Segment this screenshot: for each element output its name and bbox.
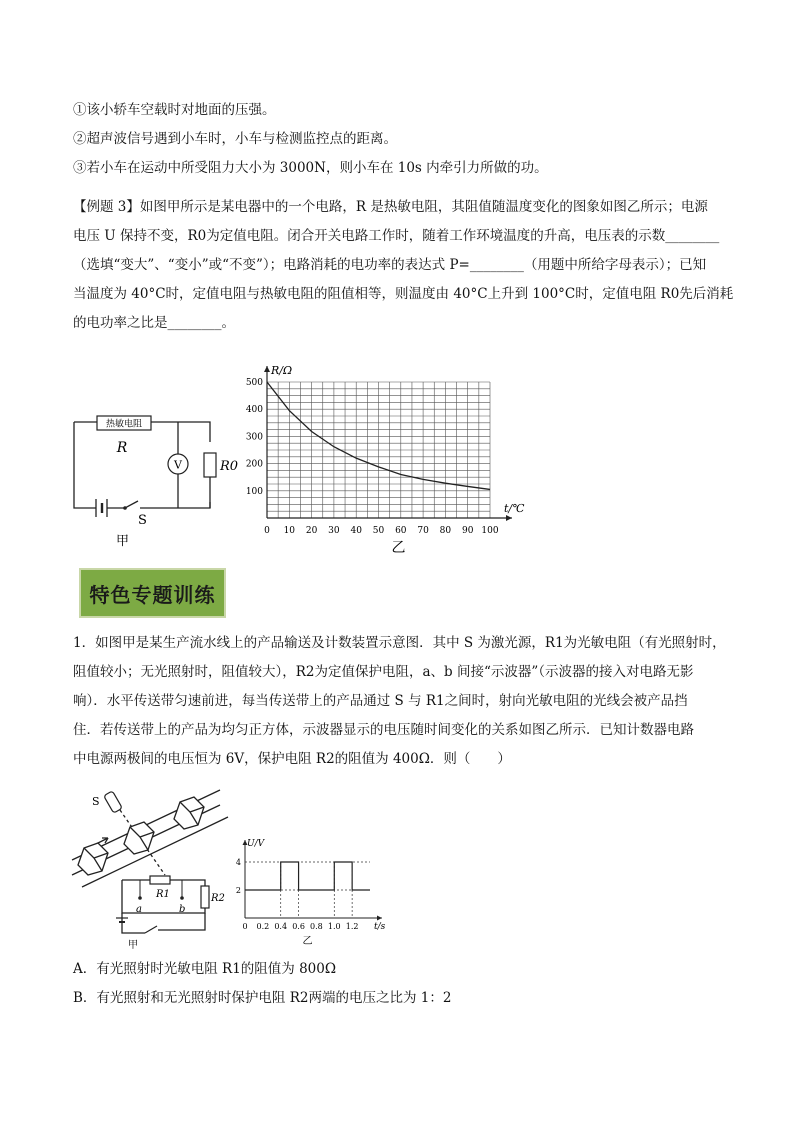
q1-line: 住．若传送带上的产品为均匀正方体，示波器显示的电压随时间变化的关系如图乙所示．已知计数器电路 [73, 722, 694, 738]
x-tick-label: 0.2 [256, 922, 270, 931]
y-tick-label: 500 [245, 378, 263, 388]
example-3-line: 当温度为 40°C时，定值电阻与热敏电阻的阻值相等，则温度由 40°C上升到 100°C时，定值电阻 R0先后消耗 [73, 286, 734, 302]
voltage-time-chart [230, 830, 390, 950]
conveyor-diagram [70, 785, 230, 950]
q1-line: 中电源两极间的电压恒为 6V，保护电阻 R2的阻值为 400Ω．则（ ） [73, 751, 511, 767]
x-tick-label: 10 [283, 526, 296, 536]
laser-source-icon [104, 791, 123, 813]
product-cube-icon [174, 797, 204, 829]
y-tick-label: 4 [235, 858, 241, 867]
x-tick-label: 80 [439, 526, 452, 536]
x-axis-arrow [506, 515, 512, 521]
example-3-line: 的电功率之比是________。 [73, 315, 235, 331]
x-tick-label: 1.2 [345, 922, 359, 931]
r1-resistor [150, 876, 170, 884]
x-tick-label: 0 [264, 526, 270, 536]
r-label: R [116, 440, 128, 456]
y-axis-label: R/Ω [271, 364, 293, 377]
x-axis-label: t/℃ [504, 502, 525, 515]
b-terminal-label: b [179, 904, 186, 915]
switch-label: S [138, 513, 147, 528]
x-tick-label: 0 [242, 922, 248, 931]
r2-resistor [201, 886, 209, 908]
q1-line: 阻值较小；无光照射时，阻值较大），R2为定值保护电阻，a、b 间接“示波器”（示波器的接入对电路无影 [73, 664, 694, 680]
y-tick-label: 400 [245, 405, 263, 416]
q1-line: 响）．水平传送带匀速前进，每当传送带上的产品通过 S 与 R1之间时，射向光敏电阻的光线会被产品挡 [73, 693, 688, 709]
voltmeter-label: V [174, 458, 182, 472]
y-tick-label: 300 [245, 432, 263, 443]
circuit-diagram-jia [60, 405, 239, 550]
x-tick-label: 70 [417, 526, 429, 536]
a-terminal-label: a [136, 904, 142, 915]
question-item-1: ①该小轿车空载时对地面的压强。 [73, 102, 276, 118]
laser-label: S [92, 795, 100, 808]
x-tick-label: 30 [328, 526, 340, 536]
caption-jia-q1: 甲 [128, 940, 138, 951]
section-banner: 特色专题训练 [79, 568, 226, 618]
x-tick-label: 0.8 [310, 922, 323, 931]
thermistor-label: 热敏电阻 [105, 419, 143, 430]
x-tick-label: 0.4 [274, 922, 288, 931]
x-tick-label: 1.0 [327, 922, 341, 931]
y-axis-label: U/V [247, 839, 265, 849]
question-item-2: ②超声波信号遇到小车时，小车与检测监控点的距离。 [73, 131, 397, 147]
product-cube-icon [124, 822, 154, 854]
x-tick-label: 100 [481, 526, 499, 536]
r0-resistor [204, 453, 216, 477]
x-tick-label: 0.6 [292, 922, 305, 931]
series-line-u [245, 862, 370, 890]
example-3-line: （选填“变大”、“变小”或“不变”）；电路消耗的电功率的表达式 P=________（用题中所给字母表示）；已知 [73, 257, 707, 273]
product-cube-icon [78, 843, 108, 875]
r0-label: R0 [220, 459, 239, 474]
x-tick-label: 40 [350, 526, 362, 536]
y-tick-label: 2 [235, 886, 241, 895]
q1-line: 1．如图甲是某生产流水线上的产品输送及计数装置示意图．其中 S 为激光源，R1为光敏电阻（有光照射时， [73, 635, 726, 651]
x-axis-label: t/s [374, 922, 386, 932]
option-a: A．有光照射时光敏电阻 R1的阻值为 800Ω [73, 961, 337, 977]
caption-yi: 乙 [391, 540, 406, 556]
x-tick-label: 50 [372, 526, 385, 536]
x-axis-arrow [377, 916, 382, 921]
question-1-text [73, 629, 725, 774]
example-3-line: 电压 U 保持不变，R0为定值电阻。闭合开关电路工作时，随着工作环境温度的升高，电压表的示数________ [73, 228, 720, 244]
x-tick-label: 90 [461, 526, 474, 536]
r2-label: R2 [211, 893, 225, 904]
thermistor-chart [240, 355, 540, 555]
caption-yi-q1: 乙 [302, 936, 313, 947]
x-tick-label: 60 [395, 526, 407, 536]
x-tick-label: 20 [305, 526, 318, 536]
option-b: B．有光照射和无光照射时保护电阻 R2两端的电压之比为 1：2 [73, 990, 452, 1006]
y-tick-label: 200 [245, 459, 263, 470]
y-tick-label: 100 [245, 486, 263, 497]
example-3-text [73, 193, 734, 338]
r1-label: R1 [156, 889, 170, 900]
example-3-line: 【例题 3】如图甲所示是某电器中的一个电路，R 是热敏电阻，其阻值随温度变化的图象如图乙所示；电源 [73, 199, 708, 215]
question-item-3: ③若小车在运动中所受阻力大小为 3000N，则小车在 10s 内牵引力所做的功。 [73, 160, 548, 176]
caption-jia: 甲 [116, 534, 130, 549]
y-axis-arrow [264, 366, 270, 372]
